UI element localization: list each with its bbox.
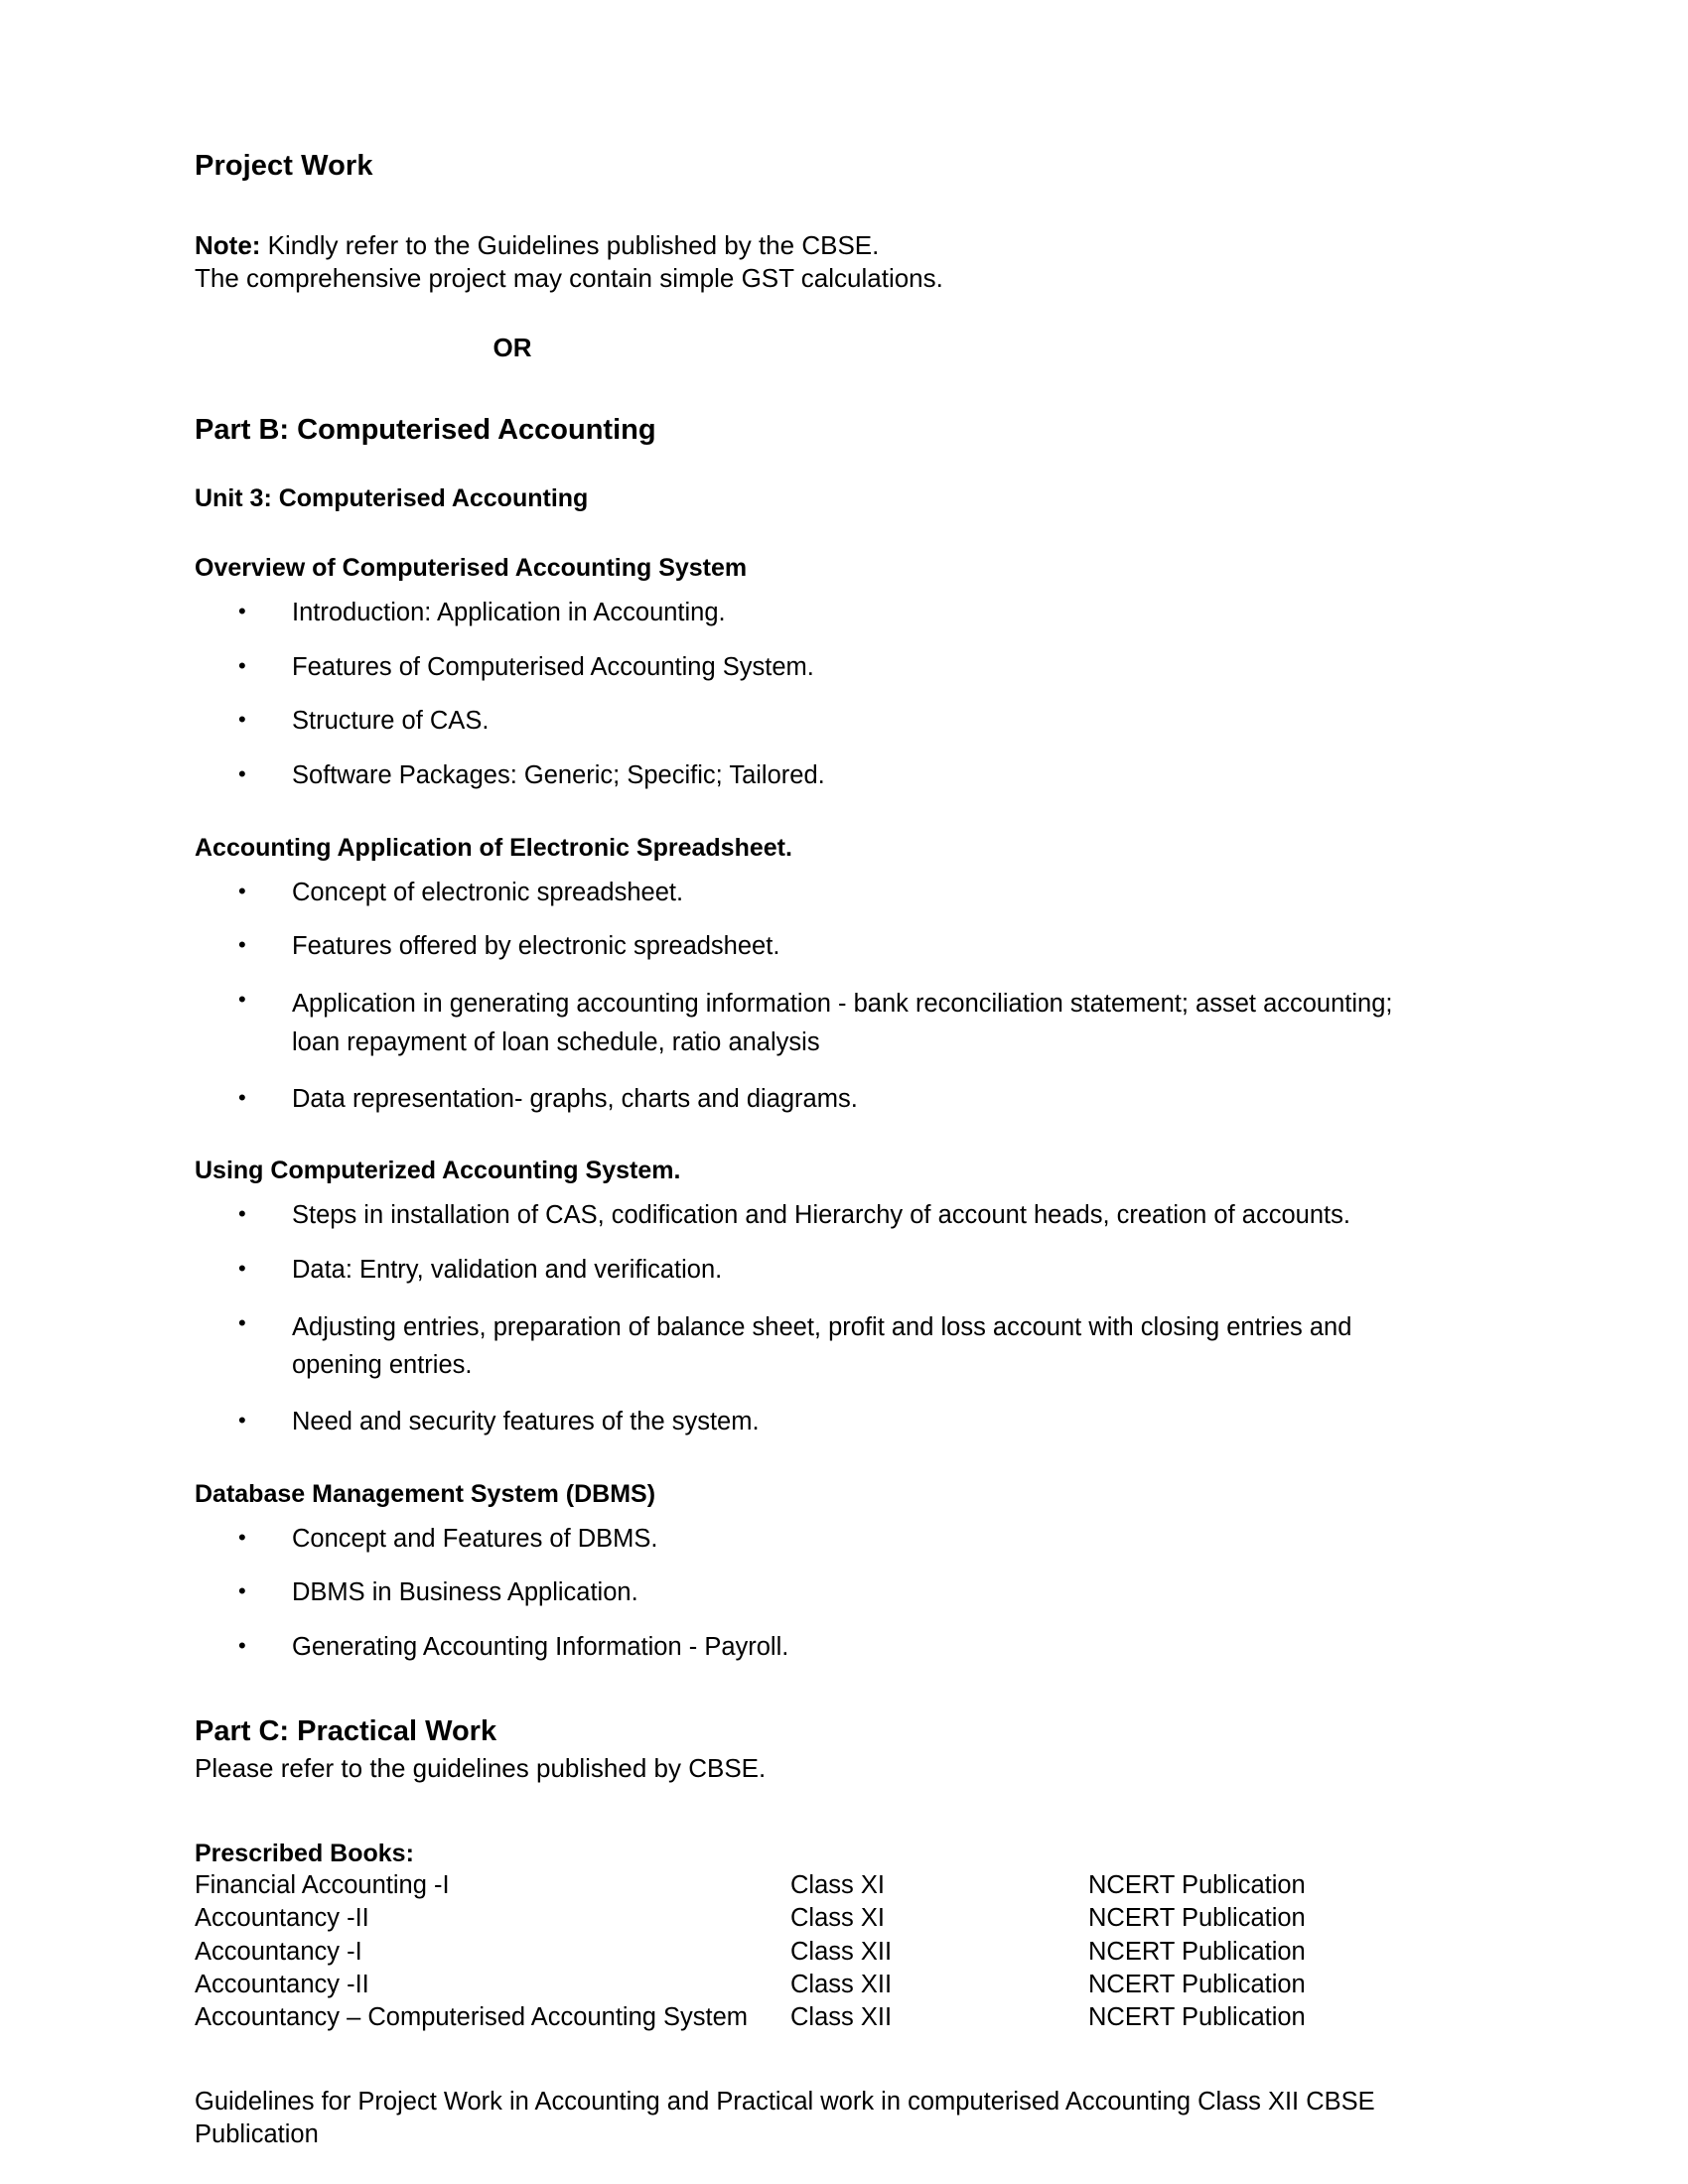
closing-paragraph <box>195 2086 1431 2151</box>
page-title: Project Work <box>195 150 373 182</box>
table-row <box>195 1936 1426 1969</box>
bullet-icon: • <box>238 1084 246 1110</box>
section-heading-spreadsheet: Accounting Application of Electronic Spreadsheet. <box>195 833 792 862</box>
book-class-cell: Class XII <box>790 1970 893 1998</box>
list-item-label: Application in generating accounting information - bank reconciliation statement; asset accounting; loan repayment of loan schedule, ratio analysis <box>292 990 1393 1056</box>
book-class-cell: Class XII <box>790 1937 893 1966</box>
bullet-icon: • <box>238 761 246 787</box>
table-row <box>195 1902 1426 1935</box>
document-body <box>195 149 1426 2151</box>
closing-line-1: Guidelines for Project Work in Accounting and Practical work in computerised Accounting Class XII CBSE <box>195 2087 1375 2116</box>
list-item-label: Generating Accounting Information - Payroll. <box>292 1633 789 1661</box>
prescribed-books-block <box>195 1838 1426 2034</box>
bullet-icon: • <box>238 1524 246 1550</box>
bullet-list-spreadsheet <box>195 877 1426 1116</box>
book-publisher-cell: NCERT Publication <box>1088 2002 1306 2031</box>
bullet-icon: • <box>238 1201 246 1227</box>
bullet-icon: • <box>238 878 246 903</box>
book-publisher-cell: NCERT Publication <box>1088 1871 1306 1900</box>
part-b-heading: Part B: Computerised Accounting <box>195 414 656 447</box>
part-c-line: Please refer to the guidelines published by CBSE. <box>195 1753 767 1784</box>
bullet-icon: • <box>238 599 246 624</box>
table-row <box>195 1869 1426 1902</box>
book-class-cell: Class XI <box>790 1871 885 1900</box>
table-row <box>195 1969 1426 2001</box>
list-item-label: Data representation- graphs, charts and diagrams. <box>292 1084 858 1113</box>
book-title-cell: Accountancy -II <box>195 1904 369 1933</box>
list-item <box>195 651 1426 685</box>
list-item <box>195 877 1426 910</box>
part-c-heading: Part C: Practical Work <box>195 1714 497 1747</box>
or-separator: OR <box>492 333 532 363</box>
note-block <box>195 229 1426 296</box>
bullet-list-overview <box>195 597 1426 793</box>
section-heading-overview: Overview of Computerised Accounting System <box>195 554 748 583</box>
list-item-label: Concept of electronic spreadsheet. <box>292 878 684 906</box>
list-item <box>195 1254 1426 1288</box>
list-item <box>195 1083 1426 1117</box>
bullet-icon: • <box>238 1255 246 1281</box>
unit-3-heading: Unit 3: Computerised Accounting <box>195 484 589 513</box>
list-item-label: Need and security features of the system. <box>292 1408 760 1436</box>
list-item-label: Software Packages: Generic; Specific; Tailored. <box>292 761 825 790</box>
list-item-label: Data: Entry, validation and verification. <box>292 1255 723 1284</box>
bullet-icon: • <box>238 1633 246 1658</box>
list-item <box>195 1523 1426 1557</box>
bullet-icon: • <box>238 987 246 1013</box>
note-first-line <box>195 229 1426 262</box>
book-class-cell: Class XII <box>790 2002 893 2031</box>
list-item <box>195 1631 1426 1665</box>
table-row <box>195 2001 1426 2034</box>
list-item-label: Adjusting entries, preparation of balance sheet, profit and loss account with closing entries and opening entries. <box>292 1312 1352 1380</box>
bullet-list-dbms <box>195 1523 1426 1665</box>
list-item <box>195 985 1426 1062</box>
list-item-label: Features of Computerised Accounting System. <box>292 652 814 681</box>
book-publisher-cell: NCERT Publication <box>1088 1904 1306 1933</box>
bullet-icon: • <box>238 932 246 958</box>
list-item-label: Steps in installation of CAS, codification and Hierarchy of account heads, creation of accounts. <box>292 1201 1350 1230</box>
book-publisher-cell: NCERT Publication <box>1088 1937 1306 1966</box>
prescribed-books-title: Prescribed Books: <box>195 1840 414 1868</box>
list-item <box>195 759 1426 793</box>
book-title-cell: Accountancy -I <box>195 1937 362 1966</box>
prescribed-books-table <box>195 1869 1426 2034</box>
bullet-icon: • <box>238 1408 246 1433</box>
list-item <box>195 1406 1426 1439</box>
bullet-icon: • <box>238 652 246 678</box>
list-item-label: Introduction: Application in Accounting. <box>292 599 726 627</box>
section-heading-using-cas: Using Computerized Accounting System. <box>195 1157 681 1185</box>
bullet-icon: • <box>238 1309 246 1335</box>
list-item <box>195 1308 1426 1386</box>
list-item <box>195 1199 1426 1233</box>
list-item <box>195 705 1426 739</box>
list-item <box>195 597 1426 630</box>
book-publisher-cell: NCERT Publication <box>1088 1970 1306 1998</box>
bullet-icon: • <box>238 1578 246 1604</box>
book-class-cell: Class XI <box>790 1904 885 1933</box>
book-title-cell: Accountancy -II <box>195 1970 369 1998</box>
list-item-label: Features offered by electronic spreadsheet. <box>292 932 780 961</box>
book-title-cell: Accountancy – Computerised Accounting System <box>195 2002 749 2031</box>
note-second-line: The comprehensive project may contain simple GST calculations. <box>195 263 943 294</box>
list-item-label: Structure of CAS. <box>292 707 490 736</box>
bullet-icon: • <box>238 707 246 733</box>
section-heading-dbms: Database Management System (DBMS) <box>195 1479 656 1508</box>
list-item <box>195 1576 1426 1610</box>
book-title-cell: Financial Accounting -I <box>195 1871 450 1900</box>
list-item-label: Concept and Features of DBMS. <box>292 1524 658 1553</box>
list-item <box>195 930 1426 964</box>
bullet-list-using-cas <box>195 1199 1426 1438</box>
note-label: Note: <box>195 229 261 260</box>
note-text: Kindly refer to the Guidelines published by the CBSE. <box>260 229 880 260</box>
closing-line-2: Publication <box>195 2120 319 2149</box>
list-item-label: DBMS in Business Application. <box>292 1578 638 1607</box>
